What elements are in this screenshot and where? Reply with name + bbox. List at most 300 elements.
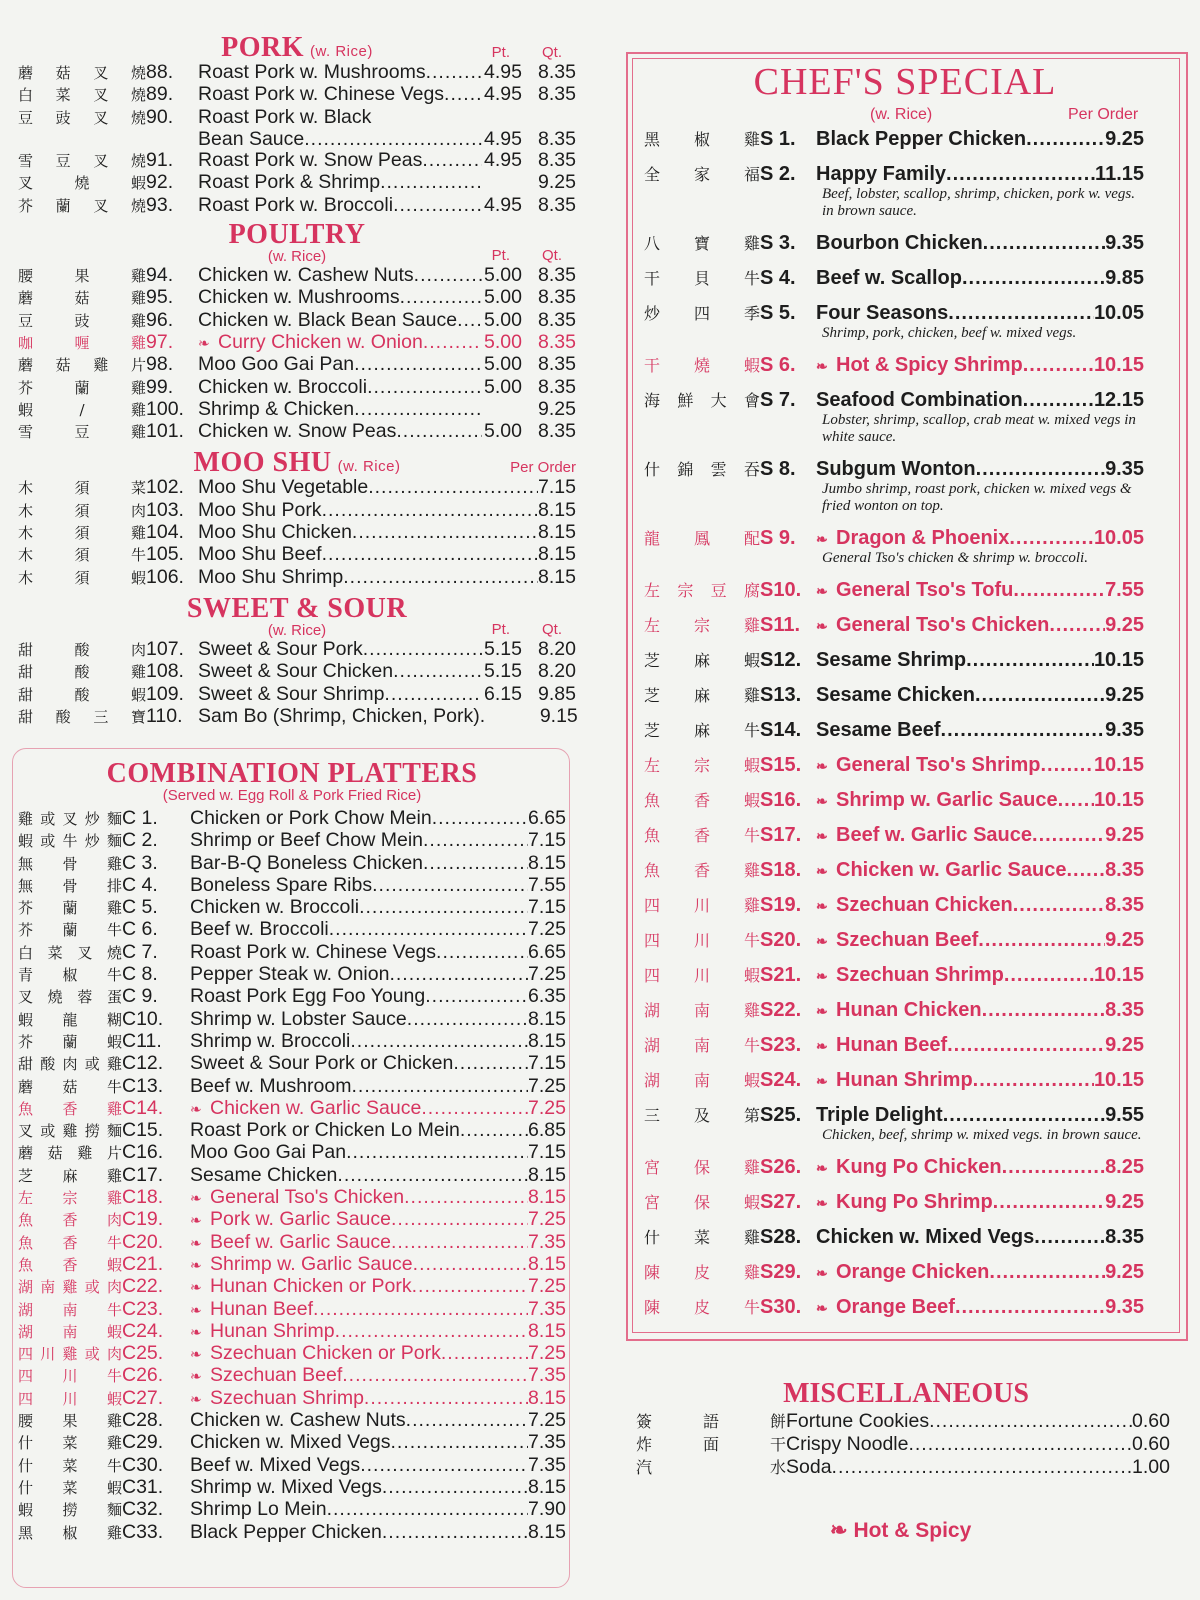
item-name: Szechuan Chicken or Pork (210, 1342, 441, 1365)
pork-subtitle: (w. Rice) (310, 43, 373, 60)
item-description: Jumbo shrimp, roast pork, chicken w. mixed vegs & fried wonton on top. (822, 481, 1132, 514)
item-name: Orange Beef (836, 1296, 955, 1318)
chinese-name: 三 及 第 (644, 1106, 760, 1125)
chinese-name: 蘑 菇 牛 (18, 1077, 122, 1096)
quart-price: 8.35 (538, 264, 576, 287)
item-price: 10.15 (1093, 649, 1144, 671)
item-name: Kung Po Chicken (836, 1156, 1002, 1178)
item-code: C26. (122, 1364, 164, 1387)
menu-item (644, 1261, 1144, 1284)
leader-dots (414, 265, 482, 286)
item-price: 8.15 (538, 543, 576, 566)
leader-dots (329, 919, 528, 940)
chinese-name: 陳 皮 牛 (644, 1298, 760, 1317)
chinese-name: 咖 喱 雞 (18, 333, 146, 352)
quart-price: 9.25 (538, 171, 576, 194)
item-name: Szechuan Shrimp (210, 1386, 364, 1409)
leader-dots (1066, 859, 1105, 881)
leader-dots (1034, 1226, 1105, 1248)
pint-price: 5.00 (484, 330, 522, 353)
menu-item (644, 684, 1144, 707)
leader-dots (978, 929, 1105, 951)
menu-item (18, 1187, 566, 1209)
menu-item (18, 172, 576, 194)
leader-dots (982, 999, 1105, 1021)
item-code: 107. (146, 637, 184, 660)
item-name: Szechuan Chicken (836, 894, 1013, 916)
item-code: C33. (122, 1520, 164, 1543)
menu-item (18, 1209, 566, 1231)
chef-special-per-order: Per Order (1068, 106, 1139, 123)
item-code: S 4. (760, 267, 796, 289)
menu-item (644, 1069, 1144, 1092)
leader-dots (360, 1455, 528, 1476)
item-name: Chicken w. Cashew Nuts (190, 1409, 406, 1432)
item-price: 6.65 (528, 940, 566, 963)
item-name: Sweet & Sour Shrimp (198, 682, 385, 705)
item-code: S21. (760, 964, 802, 986)
spicy-icon: ❧ (190, 1190, 202, 1207)
chinese-name: 汽 水 (636, 1458, 786, 1477)
leader-dots (404, 1187, 528, 1208)
pint-price: 4.95 (484, 127, 522, 150)
item-code: C21. (122, 1252, 164, 1275)
leader-dots (441, 1343, 528, 1364)
leader-dots (1013, 579, 1105, 601)
chinese-name: 腰 果 雞 (18, 267, 146, 286)
leader-dots (832, 1456, 1133, 1479)
item-code: C18. (122, 1186, 164, 1209)
chinese-name: 四 川 雞 或 肉 (18, 1345, 122, 1364)
item-price: 9.35 (1105, 458, 1144, 480)
item-price: 8.15 (528, 1319, 566, 1342)
item-code: S18. (760, 859, 802, 881)
item-price: 6.35 (528, 985, 566, 1008)
menu-item (18, 287, 576, 309)
item-name: Hunan Beef (836, 1034, 948, 1056)
item-code: C32. (122, 1498, 164, 1521)
chinese-name: 蝦 撈 麵 (18, 1501, 122, 1520)
item-code: 102. (146, 476, 184, 499)
leader-dots (908, 1433, 1132, 1456)
chinese-name: 四 川 雞 (644, 896, 760, 915)
item-code: 105. (146, 543, 184, 566)
item-price: 7.25 (528, 918, 566, 941)
pint-header: Pt. (491, 44, 510, 61)
chinese-name: 湖 南 蝦 (644, 1071, 760, 1090)
item-code: S27. (760, 1191, 802, 1213)
item-code: S30. (760, 1296, 802, 1318)
leader-dots (313, 1299, 528, 1320)
chinese-name: 四 川 蝦 (18, 1389, 122, 1408)
menu-item (644, 1226, 1144, 1249)
leader-dots (1013, 894, 1105, 916)
item-name: Crispy Noodle (786, 1433, 909, 1455)
chef-special-section (644, 128, 1144, 1331)
menu-item (18, 1076, 566, 1098)
spicy-icon: ❧ (816, 1038, 828, 1054)
item-code: C24. (122, 1319, 164, 1342)
item-code: 99. (146, 375, 174, 398)
item-name: Shrimp w. Garlic Sauce (836, 789, 1058, 811)
chinese-name: 什 錦 雲 吞 (644, 460, 760, 479)
pint-price: 5.15 (484, 637, 522, 660)
chinese-name: 湖 南 雞 或 肉 (18, 1278, 122, 1297)
chinese-name: 蝦 / 雞 (18, 400, 146, 419)
menu-item (644, 929, 1144, 952)
menu-item (18, 399, 576, 421)
item-name: Sweet & Sour Pork or Chicken (190, 1052, 454, 1075)
item-code: C29. (122, 1431, 164, 1454)
menu-item (636, 1433, 1170, 1456)
chinese-name: 蘑 菇 雞 (18, 289, 146, 308)
quart-price: 8.35 (538, 375, 576, 398)
chinese-name: 叉 或 雞 撈 麵 (18, 1122, 122, 1141)
item-code: C15. (122, 1119, 164, 1142)
item-price: 8.35 (1105, 859, 1144, 881)
item-price: 7.35 (528, 1453, 566, 1476)
pint-header: Pt. (491, 247, 510, 265)
item-code: 106. (146, 565, 184, 588)
chef-special-item (644, 719, 1144, 742)
quart-price: 9.15 (539, 704, 578, 727)
chinese-name: 魚 香 肉 (18, 1211, 122, 1230)
leader-dots (1040, 754, 1093, 776)
item-name: Pepper Steak w. Onion (190, 963, 390, 986)
spicy-icon: ❧ (190, 1212, 202, 1229)
item-code: S24. (760, 1069, 802, 1091)
item-name: Moo Goo Gai Pan (198, 353, 355, 376)
item-name: Moo Shu Pork (198, 498, 322, 521)
item-code: S28. (760, 1226, 802, 1248)
menu-item (644, 1034, 1144, 1057)
leader-dots (425, 986, 528, 1007)
spicy-icon: ❧ (816, 1073, 828, 1089)
leader-dots (975, 684, 1105, 706)
item-name: Subgum Wonton (816, 458, 976, 480)
chinese-name: 木 須 雞 (18, 524, 146, 543)
item-code: C14. (122, 1096, 164, 1119)
item-price: 0.60 (1132, 1410, 1170, 1432)
quart-price: 9.85 (538, 682, 576, 705)
left-column (18, 34, 576, 728)
menu-item (18, 84, 576, 106)
menu-item (18, 544, 576, 566)
poultry-section (18, 221, 576, 443)
spicy-icon: ❧ (816, 1003, 828, 1019)
item-code: 94. (146, 264, 174, 287)
menu-item (18, 1388, 566, 1410)
item-name: Shrimp w. Mixed Vegs (190, 1475, 382, 1498)
item-code: C 1. (122, 807, 158, 829)
chinese-name: 龍 鳳 配 (644, 529, 760, 548)
item-name: Sesame Chicken (190, 1163, 338, 1186)
sweet-sour-section (18, 592, 578, 728)
menu-item (18, 706, 576, 728)
item-price: 9.25 (1105, 684, 1144, 706)
leader-dots (955, 1296, 1105, 1318)
item-price: 8.15 (528, 1007, 566, 1030)
leader-dots (1004, 964, 1094, 986)
item-code: S 9. (760, 527, 796, 549)
pint-price: 4.95 (484, 193, 522, 216)
menu-item (644, 128, 1144, 151)
menu-item (18, 1254, 566, 1276)
leader-dots (322, 544, 538, 565)
item-name: General Tso's Shrimp (836, 754, 1041, 776)
item-name: Beef w. Scallop (816, 267, 962, 289)
menu-item (18, 1120, 566, 1142)
chinese-name: 干 燒 蝦 (644, 356, 760, 375)
leader-dots (941, 719, 1106, 741)
menu-item (18, 1142, 566, 1164)
item-price: 8.15 (538, 498, 576, 521)
menu-item (636, 1456, 1170, 1479)
leader-dots (354, 399, 482, 420)
item-code: 100. (146, 397, 184, 420)
spicy-icon: ❧ (190, 1301, 202, 1318)
menu-item (644, 527, 1144, 550)
chef-special-item (644, 267, 1144, 290)
menu-item (18, 1477, 566, 1499)
item-code: C17. (122, 1163, 164, 1186)
item-name: Beef w. Mixed Vegs (190, 1453, 361, 1476)
item-code: 88. (146, 61, 174, 83)
item-price: 1.00 (1132, 1456, 1170, 1478)
item-name: Dragon & Phoenix (836, 527, 1010, 549)
item-code: C16. (122, 1141, 164, 1164)
item-code: C25. (122, 1342, 164, 1365)
quart-header: Qt. (541, 44, 562, 61)
leader-dots (983, 232, 1105, 254)
menu-item (644, 964, 1144, 987)
menu-item (18, 875, 566, 897)
item-name: Hunan Beef (210, 1297, 313, 1320)
item-code: C 9. (122, 985, 158, 1008)
item-price: 7.35 (528, 1364, 566, 1387)
menu-item (644, 789, 1144, 812)
chinese-name: 魚 香 雞 (18, 1099, 122, 1118)
chef-special-item (644, 302, 1144, 342)
item-code: 92. (146, 171, 174, 194)
item-name: Chicken w. Cashew Nuts (198, 264, 414, 287)
quart-price: 8.20 (538, 660, 576, 683)
item-description: Lobster, shrimp, scallop, crab meat w. mixed vegs in white sauce. (822, 412, 1136, 445)
item-price: 7.15 (528, 829, 566, 852)
spicy-icon: ❧ (816, 968, 828, 984)
item-code: S15. (760, 754, 802, 776)
chef-special-subtitle: (w. Rice) (870, 106, 933, 123)
chef-special-item (644, 929, 1144, 952)
menu-item (18, 332, 576, 354)
item-price: 7.35 (528, 1431, 566, 1454)
chef-special-item (644, 1156, 1144, 1179)
chinese-name: 蝦 龍 糊 (18, 1010, 122, 1029)
chinese-name: 簽 語 餅 (636, 1412, 786, 1431)
chinese-name: 宮 保 雞 (644, 1158, 760, 1177)
item-price: 7.15 (528, 1052, 566, 1075)
chef-special-item (644, 649, 1144, 672)
item-name: Sweet & Sour Chicken (198, 660, 394, 683)
item-name: Roast Pork w. Mushrooms (198, 61, 426, 83)
menu-item (18, 684, 576, 706)
item-price: 7.25 (528, 1074, 566, 1097)
item-name: Roast Pork w. Black (198, 105, 372, 128)
item-name: Hunan Shrimp (836, 1069, 973, 1091)
chinese-name: 四 川 牛 (18, 1367, 122, 1386)
item-name: Chicken w. Mushrooms (198, 286, 400, 309)
chinese-name: 黑 椒 雞 (644, 130, 760, 149)
item-name: Pork w. Garlic Sauce (210, 1208, 391, 1231)
leader-dots (1002, 1156, 1105, 1178)
menu-item (644, 458, 1144, 481)
chinese-name: 無 骨 排 (18, 876, 122, 895)
item-name: Black Pepper Chicken (816, 128, 1027, 150)
menu-item (636, 1410, 1170, 1433)
leader-dots (384, 684, 482, 705)
menu-item (644, 859, 1144, 882)
moo_shu-subtitle: (w. Rice) (337, 458, 401, 476)
item-price: 8.35 (1105, 1226, 1144, 1248)
quart-header: Qt. (541, 620, 562, 638)
pint-price: 5.00 (484, 308, 522, 331)
item-name: Kung Po Shrimp (836, 1191, 993, 1213)
item-code: C 8. (122, 963, 158, 986)
leader-dots (423, 853, 528, 874)
item-name: Orange Chicken (836, 1261, 990, 1283)
leader-dots (460, 1120, 528, 1141)
leader-dots (426, 62, 482, 83)
item-price: 9.25 (1105, 128, 1144, 150)
item-code: 93. (146, 193, 174, 216)
item-code: 108. (146, 660, 184, 683)
chef-special-item (644, 458, 1144, 515)
quart-price: 8.35 (538, 420, 576, 443)
leader-dots (453, 1053, 528, 1074)
chinese-name: 芥 蘭 叉 燒 (18, 196, 146, 215)
item-code: C 2. (122, 829, 158, 852)
spicy-icon: ❧ (830, 1519, 854, 1542)
menu-item (644, 824, 1144, 847)
quart-price: 8.35 (538, 286, 576, 309)
combo-title (18, 760, 566, 788)
item-name: Beef w. Broccoli (190, 918, 329, 941)
chinese-name: 甜 酸 肉 (18, 640, 146, 659)
item-name: Roast Pork w. Snow Peas (198, 149, 423, 172)
item-price: 7.15 (528, 1141, 566, 1164)
item-name: Seafood Combination (816, 389, 1023, 411)
menu-item (18, 107, 576, 129)
item-price: 6.85 (528, 1119, 566, 1142)
item-name: Shrimp w. Garlic Sauce (210, 1252, 413, 1275)
legend-label: Hot & Spicy (853, 1519, 972, 1542)
item-name: Chicken w. Mixed Vegs (816, 1226, 1035, 1248)
menu-item (18, 661, 576, 683)
leader-dots (421, 1098, 528, 1119)
item-name: Sesame Chicken (816, 684, 975, 706)
leader-dots (423, 332, 482, 353)
item-price: 8.15 (528, 851, 566, 874)
leader-dots (444, 84, 482, 105)
chef-special-item (644, 1069, 1144, 1092)
item-name: Moo Shu Vegetable (198, 476, 369, 499)
leader-dots (946, 163, 1095, 185)
chinese-name: 魚 香 牛 (18, 1233, 122, 1252)
item-code: S 7. (760, 389, 796, 411)
leader-dots (389, 964, 528, 985)
item-price: 9.35 (1105, 1296, 1144, 1318)
item-code: 101. (146, 420, 184, 443)
item-code: C19. (122, 1208, 164, 1231)
menu-item (644, 649, 1144, 672)
leader-dots (413, 1254, 528, 1275)
item-name: Chicken w. Mixed Vegs (190, 1431, 391, 1454)
chef-special-item (644, 754, 1144, 777)
menu-item (18, 1165, 566, 1187)
item-code: S11. (760, 614, 801, 636)
item-name: Fortune Cookies (786, 1410, 930, 1432)
menu-item (644, 1156, 1144, 1179)
menu-item (644, 267, 1144, 290)
item-code: C 3. (122, 851, 158, 874)
item-code: C 4. (122, 873, 158, 896)
leader-dots (391, 1232, 528, 1253)
menu-item (644, 232, 1144, 255)
leader-dots (364, 1388, 528, 1409)
item-code: S25. (760, 1104, 802, 1126)
leader-dots (1026, 128, 1105, 150)
menu-item (644, 389, 1144, 412)
leader-dots (1023, 389, 1094, 411)
item-description: Beef, lobster, scallop, shrimp, chicken, pork w. vegs. in brown sauce. (822, 186, 1135, 219)
chinese-name: 芥 蘭 雞 (18, 899, 122, 918)
item-name: Moo Shu Chicken (198, 521, 352, 544)
menu-item (644, 579, 1144, 602)
item-code: C 6. (122, 918, 158, 941)
item-name: Four Seasons (816, 302, 949, 324)
leader-dots (391, 1209, 528, 1230)
item-code: S26. (760, 1156, 802, 1178)
item-price: 10.15 (1093, 964, 1144, 986)
hot-spicy-legend (830, 1518, 971, 1543)
chinese-name: 芥 蘭 蝦 (18, 1032, 122, 1051)
item-code: S 1. (760, 128, 796, 150)
item-price: 9.55 (1105, 1104, 1144, 1126)
item-name: Chicken w. Snow Peas (198, 420, 397, 443)
leader-dots (480, 706, 484, 727)
leader-dots (335, 1321, 528, 1342)
chinese-name: 蘑 菇 雞 片 (18, 356, 146, 375)
item-name: Shrimp or Beef Chow Mein (190, 829, 424, 852)
menu-item (644, 354, 1144, 377)
chinese-name: 什 菜 雞 (644, 1228, 760, 1247)
leader-dots (396, 421, 482, 442)
pint-price: 5.00 (484, 264, 522, 287)
leader-dots (966, 649, 1094, 671)
chinese-name: 左 宗 豆 腐 (644, 581, 760, 600)
leader-dots (1009, 527, 1094, 549)
item-name: Szechuan Beef (836, 929, 979, 951)
moo_shu-title-text: MOO SHU (193, 447, 332, 479)
chinese-name: 甜 酸 肉 或 雞 (18, 1055, 122, 1074)
item-name: Sesame Beef (816, 719, 941, 741)
sweet_sour-title-text: SWEET & SOUR (186, 592, 408, 624)
menu-item (18, 1299, 566, 1321)
chinese-name: 芝 麻 雞 (18, 1166, 122, 1185)
per-order-header: Per Order (510, 459, 576, 477)
chinese-name: 叉 燒 蓉 蛋 (18, 988, 122, 1007)
item-name: General Tso's Chicken (210, 1186, 405, 1209)
